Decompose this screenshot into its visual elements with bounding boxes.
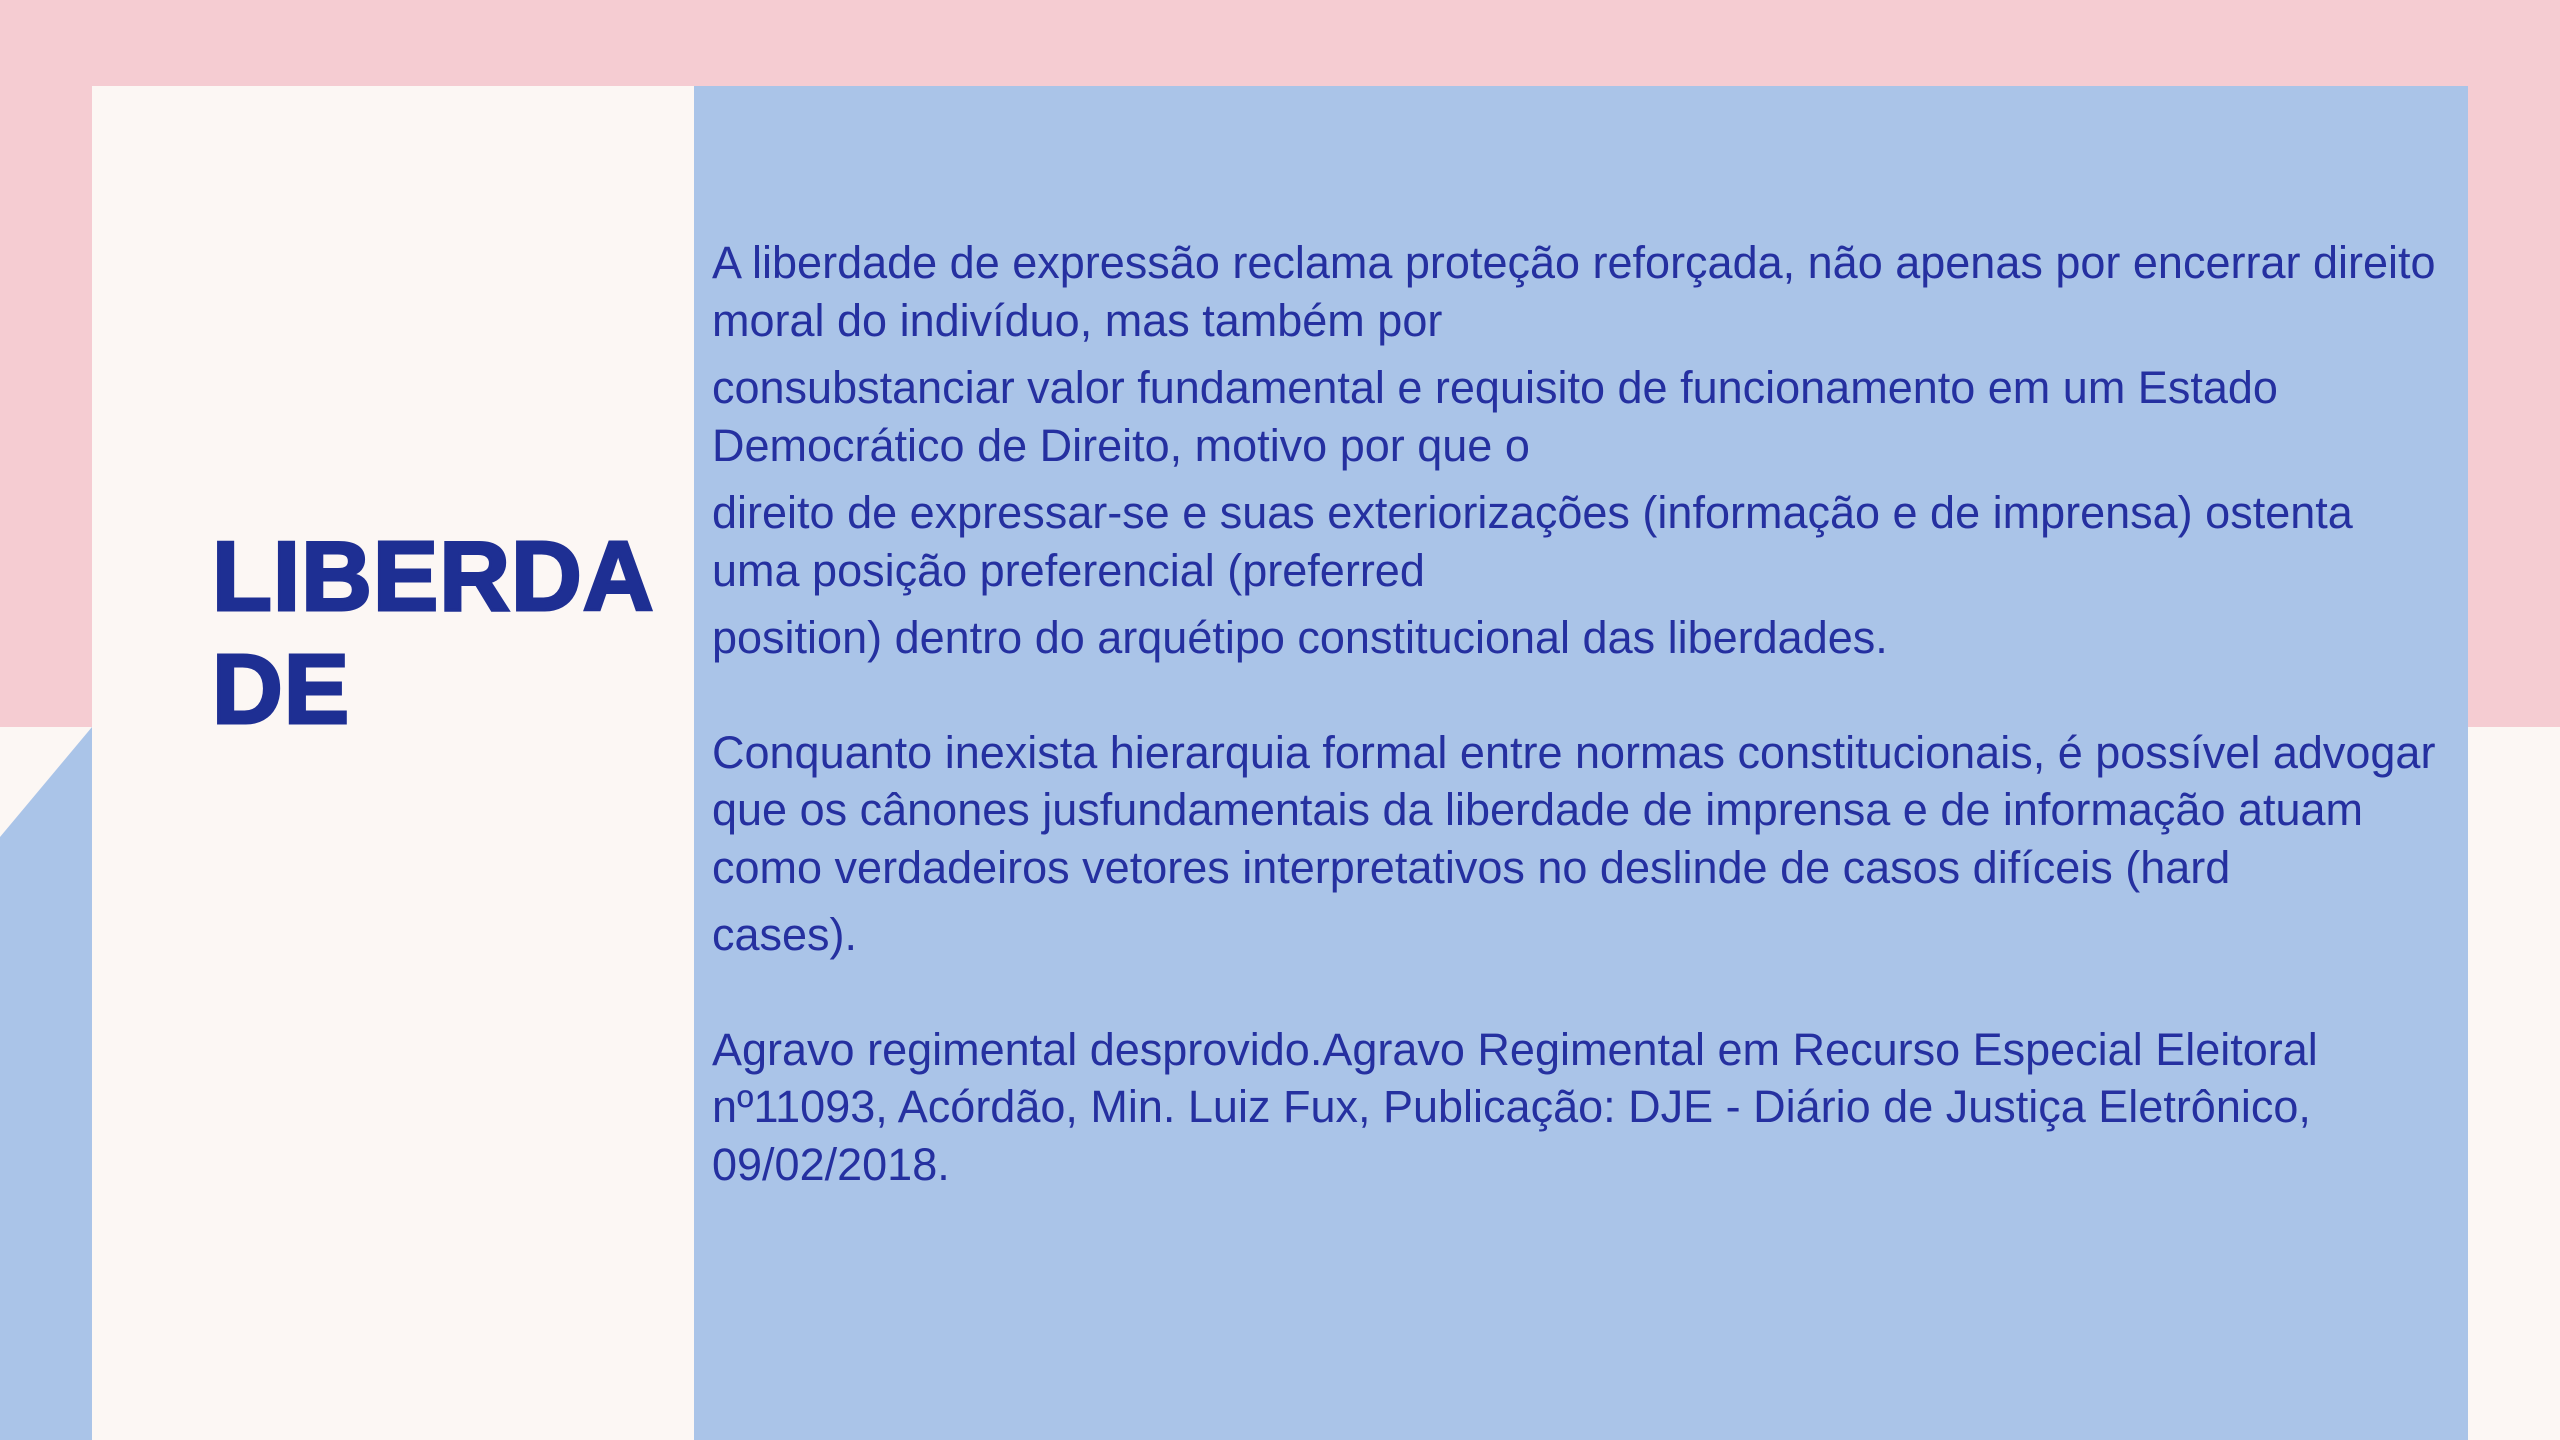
paragraph: A liberdade de expressão reclama proteção reforçada, não apenas por encerrar direito moral do indivíduo, mas também por <box>712 237 2436 346</box>
paragraph: position) dentro do arquétipo constitucional das liberdades. <box>712 612 1888 663</box>
slide-body <box>712 234 2452 1203</box>
paragraph: direito de expressar-se e suas exteriorizações (informação e de imprensa) ostenta uma posição preferencial (preferred <box>712 487 2353 596</box>
background-cream-right-strip <box>2468 727 2560 1440</box>
paragraph: cases). <box>712 909 858 960</box>
background-blue-left-strip <box>0 727 92 1440</box>
citation-paragraph: Agravo regimental desprovido.Agravo Regimental em Recurso Especial Eleitoral nº11093, Acórdão, Min. Luiz Fux, Publicação: DJE - Diário de Justiça Eletrônico, 09/02/2018. <box>712 1023 2318 1190</box>
paragraph: consubstanciar valor fundamental e requisito de funcionamento em um Estado Democrático de Direito, motivo por que o <box>712 362 2278 471</box>
paragraph: Conquanto inexista hierarquia formal entre normas constitucionais, é possível advogar que os cânones jusfundamentais da liberdade de imprensa e de informação atuam como verdadeiros vetores interpretativos no deslinde de casos difíceis (hard <box>712 726 2436 893</box>
slide-title: LIBERDADE <box>212 521 655 744</box>
title-panel <box>92 86 694 1440</box>
